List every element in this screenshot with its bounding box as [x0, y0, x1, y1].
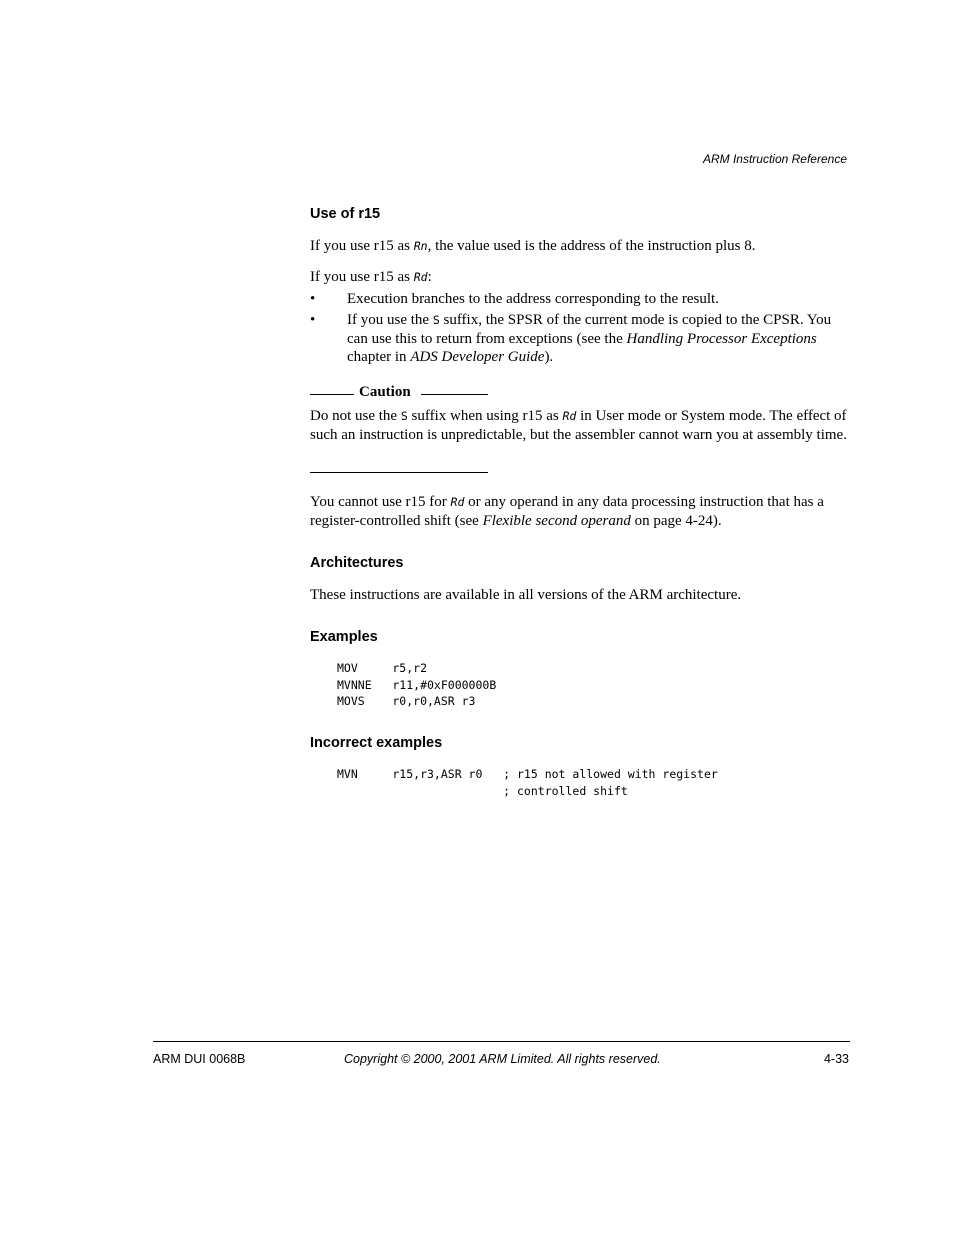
code-rn: Rn [413, 239, 428, 253]
r15-rd-bullet-list [310, 290, 850, 369]
link-flexible-second-operand: Flexible second operand [482, 512, 631, 529]
list-item [310, 311, 850, 367]
text: Execution branches to the address corresponding to the result. [347, 291, 719, 307]
caution-label: Caution [359, 384, 411, 400]
caution-rule-right [421, 394, 488, 395]
footer-page-number: 4-33 [823, 1052, 849, 1066]
code-line: MVN r15,r3,ASR r0 ; r15 not allowed with register [337, 767, 718, 781]
text: suffix when using r15 as [407, 408, 563, 424]
r15-rd-paragraph [310, 268, 850, 287]
text: : [427, 269, 432, 285]
text: If you use r15 as [310, 238, 414, 254]
footer-doc-id: ARM DUI 0068B [153, 1052, 246, 1066]
code-line: MVNNE r11,#0xF000000B [337, 677, 497, 692]
text: suffix, the SPSR of the current mode is copied to the CPSR. You can use this to return from exceptions (see the [347, 312, 832, 347]
code-line: ; controlled shift [337, 783, 628, 798]
text: ). [544, 349, 554, 365]
code-rd: Rd [562, 409, 577, 423]
text: chapter in [347, 349, 411, 365]
caution-rule-bottom [310, 472, 488, 473]
text: , the value used is the address of the instruction plus 8. [427, 238, 756, 254]
code-rd: Rd [450, 495, 465, 509]
footer-copyright: Copyright © 2000, 2001 ARM Limited. All rights reserved. [344, 1052, 661, 1066]
heading-architectures: Architectures [310, 555, 404, 571]
caution-rule-left [310, 394, 354, 395]
caution-title [310, 384, 488, 404]
bullet-marker: • [310, 291, 316, 307]
ads-developer-guide: ADS Developer Guide [410, 349, 545, 365]
heading-examples: Examples [310, 629, 378, 645]
code-s: S [432, 313, 440, 327]
caution-text [310, 407, 850, 444]
list-item [310, 290, 850, 309]
r15-rn-paragraph [310, 237, 850, 256]
running-header: ARM Instruction Reference [702, 152, 847, 166]
code-line: MOVS r0,r0,ASR r3 [337, 694, 476, 708]
link-handling-processor-exceptions: Handling Processor Exceptions [626, 330, 817, 347]
footer-rule [153, 1041, 850, 1042]
examples-code-block [337, 660, 496, 710]
architectures-text: These instructions are available in all versions of the ARM architecture. [310, 587, 742, 603]
r15-restriction-paragraph [310, 493, 850, 530]
text: in User mode or System mode. The effect of such an instruction is unpredictable, but the assembler cannot warn you at assembly time. [310, 408, 847, 443]
text: You cannot use r15 for [310, 494, 451, 510]
text: or any operand in any data processing instruction that has a register-controlled shift (see [310, 494, 824, 529]
text: Do not use the [310, 408, 401, 424]
incorrect-examples-code-block [337, 766, 718, 799]
text: If you use the [347, 312, 433, 328]
code-line: MOV r5,r2 [337, 661, 428, 675]
code-rd: Rd [413, 270, 428, 284]
code-s: S [400, 409, 408, 423]
heading-incorrect-examples: Incorrect examples [310, 735, 443, 751]
text: on page 4-24). [630, 512, 722, 529]
text: If you use r15 as [310, 269, 414, 285]
heading-use-of-r15: Use of r15 [310, 206, 381, 222]
bullet-marker: • [310, 312, 316, 328]
